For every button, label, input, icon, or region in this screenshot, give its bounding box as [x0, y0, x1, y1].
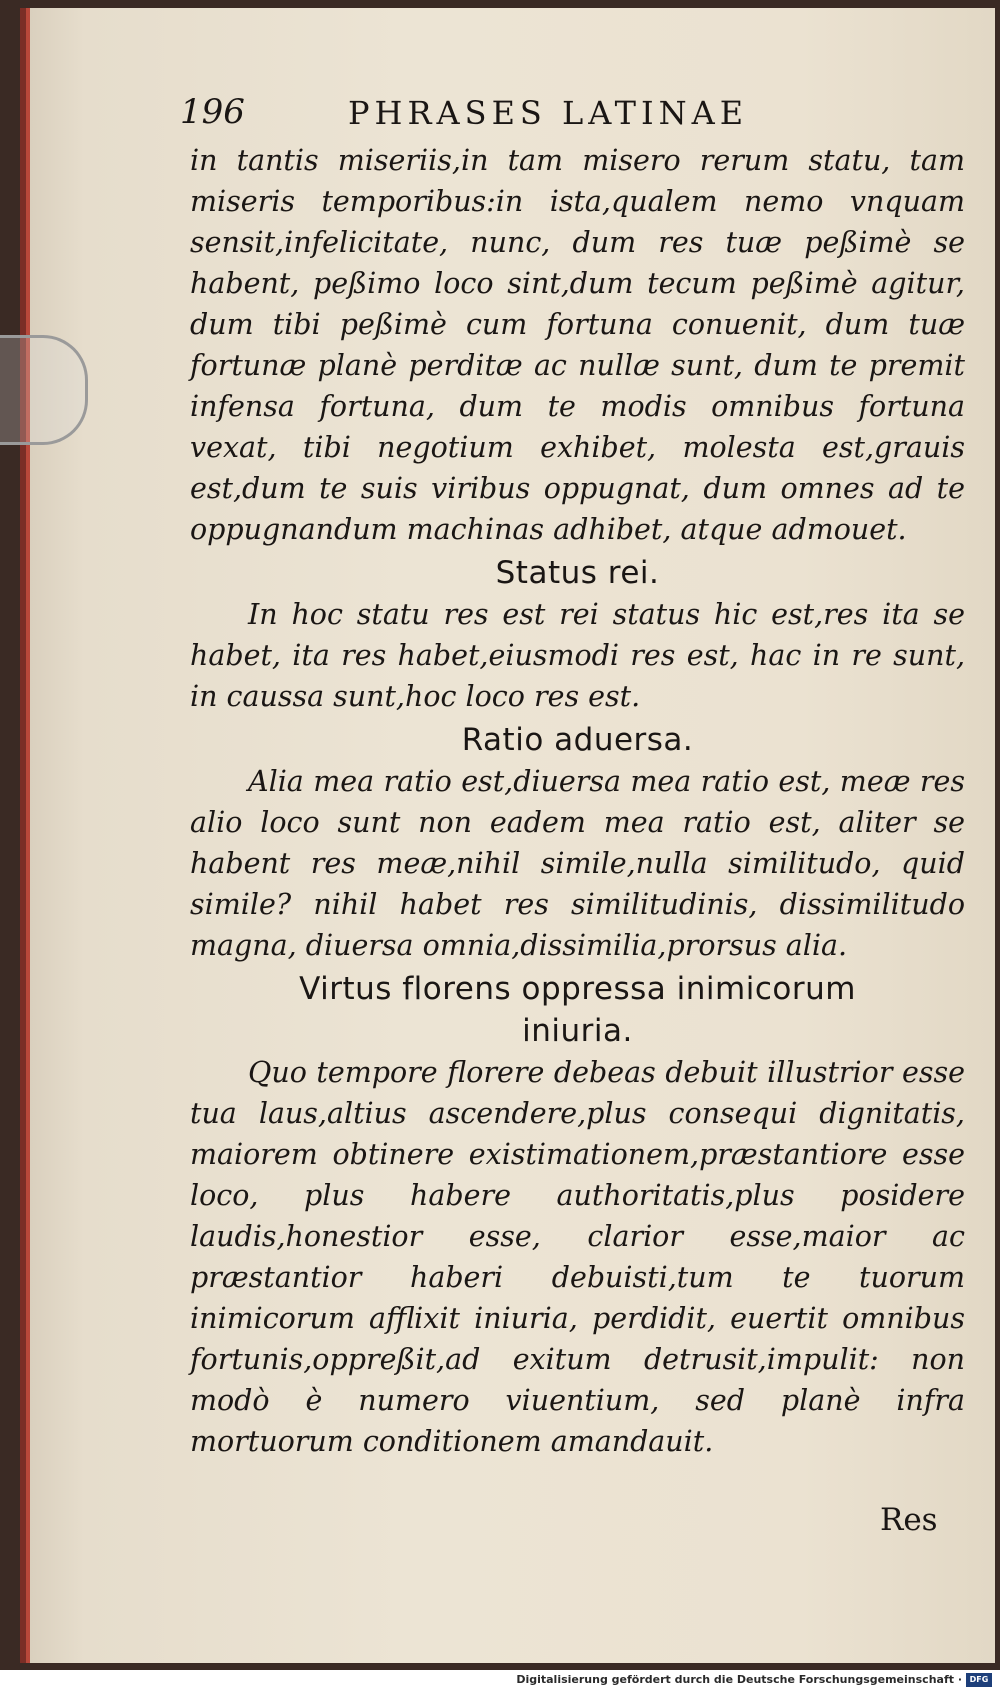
- section-heading-virtus-florens: Virtus florens oppressa inimicorum iniuria.: [299, 971, 856, 1049]
- page-body: [190, 140, 965, 1462]
- dfg-logo-icon: DFG: [966, 1673, 992, 1687]
- paragraph-ratio-aduersa: Alia mea ratio est,diuersa mea ratio est, meæ res alio loco sunt non eadem mea ratio est, aliter se habent res meæ,nihil simile,nulla similitudo, quid simile? nihil habet res similitudinis, dissimilitudo magna, diuersa omnia,dissimilia,prorsus alia.: [190, 765, 965, 962]
- catchword: Res: [880, 1502, 938, 1538]
- footer-bar: [0, 1670, 1000, 1692]
- footer-credit: Digitalisierung gefördert durch die Deutsche Forschungsgemeinschaft ·: [516, 1673, 962, 1686]
- header-title: PHRASES LATINAE: [348, 94, 749, 132]
- section-heading-ratio-aduersa: Ratio aduersa.: [461, 722, 694, 758]
- page-edge: [26, 8, 30, 1663]
- page-number: 196: [180, 92, 245, 132]
- paragraph-continuation: in tantis miseriis,in tam misero rerum statu, tam miseris temporibus:in ista,qualem nemo vnquam sensit,infelicitate, nunc, dum res tuæ peßimè se habent, peßimo loco sint,dum tecum peßimè agitur, dum tibi peßimè cum fortuna conuenit, dum tuæ fortunæ planè perditæ ac nullæ sunt, dum te premit infensa fortuna, dum te modis omnibus fortuna vexat, tibi negotium exhibet, molesta est,grauis est,dum te suis viribus oppugnat, dum omnes ad te oppugnandum machinas adhibet, atque admouet.: [190, 144, 965, 546]
- section-heading-status-rei: Status rei.: [495, 555, 660, 591]
- running-head: [180, 92, 940, 142]
- paragraph-status-rei: In hoc statu res est rei status hic est,res ita se habet, ita res habet,eiusmodi res est, hac in re sunt, in caussa sunt,hoc loco res est.: [190, 598, 965, 713]
- paragraph-virtus-florens: Quo tempore florere debeas debuit illustrior esse tua laus,altius ascendere,plus consequi dignitatis, maiorem obtinere existimationem,præstantiore esse loco, plus habere authoritatis,plus posidere laudis,honestior esse, clarior esse,maior ac præstantior haberi debuisti,tum te tuorum inimicorum afflixit iniuria, perdidit, euertit omnibus fortunis,oppreßit,ad exitum detrusit,impulit: non modò è numero viuentium, sed planè infra mortuorum conditionem amandauit.: [190, 1056, 965, 1458]
- binder-clip: [0, 335, 88, 445]
